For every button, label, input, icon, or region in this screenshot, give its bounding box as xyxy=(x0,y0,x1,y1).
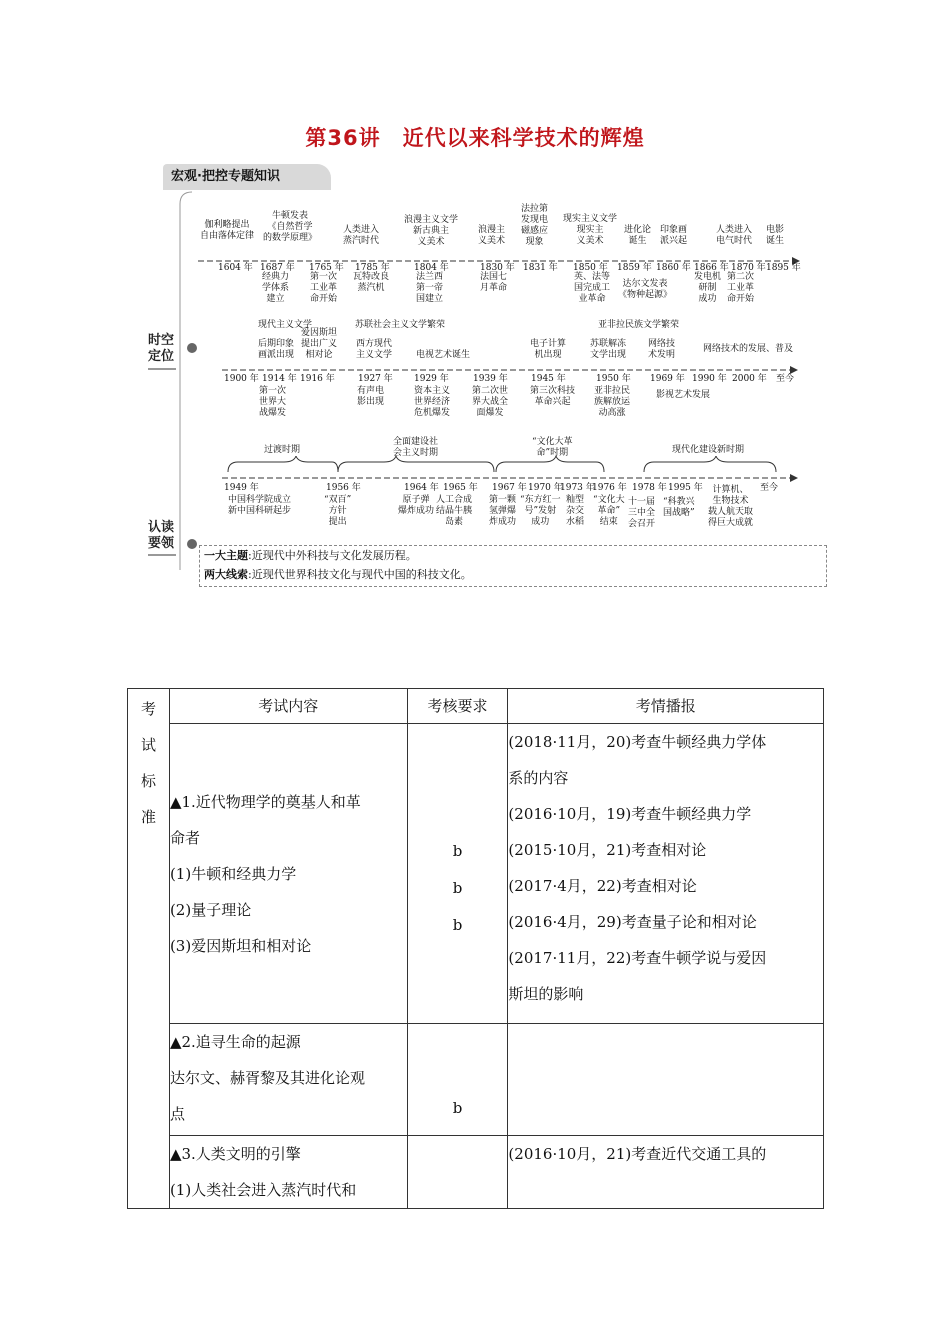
timeline1-year: 1765 年 xyxy=(309,263,344,273)
content-line: ▲3.人类文明的引擎 xyxy=(169,1145,301,1163)
timeline2-top-event: 电视艺术诞生 xyxy=(416,350,471,360)
timeline3-event: 十一届 三中全 会召开 xyxy=(628,497,656,529)
side-underline xyxy=(148,554,176,556)
summary-theme-label: 一大主题 xyxy=(204,549,248,562)
timeline1-bottom-event: 第一次 工业革 命开始 xyxy=(310,272,338,304)
timeline1-year: 1831 年 xyxy=(523,263,558,273)
news-line: (2016·10月，19)考查牛顿经典力学 xyxy=(508,805,752,823)
timeline2-bottom-event: 有声电 影出现 xyxy=(357,386,385,407)
timeline1-top-event: 伽利略提出 自由落体定律 xyxy=(200,220,255,241)
timeline1-year: 1870 年 xyxy=(731,263,766,273)
timeline2-year: 1969 年 xyxy=(650,374,685,384)
timeline2-year: 1950 年 xyxy=(596,374,631,384)
timeline3-event: “东方红一 号”发射 成功 xyxy=(520,495,561,527)
timeline3-year: 1964 年 xyxy=(404,483,439,493)
row2-requirement xyxy=(407,1024,508,1136)
timeline3-year: 1976 年 xyxy=(592,483,627,493)
timeline2-bottom-event: 亚非拉民 族解放运 动高涨 xyxy=(594,386,631,418)
row3-requirement xyxy=(407,1136,508,1209)
timeline3-event: 人工合成 结晶牛胰 岛素 xyxy=(436,495,473,527)
summary-clues-label: 两大线索 xyxy=(204,568,248,581)
news-line: (2017·4月，22)考查相对论 xyxy=(508,877,697,895)
timeline3-year: 至今 xyxy=(760,483,779,493)
content-line: ▲1.近代物理学的奠基人和革 xyxy=(169,792,361,811)
side-underline xyxy=(148,368,176,370)
timeline2-top-event: 爱因斯坦 提出广义 相对论 xyxy=(301,328,338,360)
timeline1-top-event: 印象画 派兴起 xyxy=(660,225,688,246)
news-line: (2018·11月，20)考查牛顿经典力学体 xyxy=(508,733,767,751)
row3-exam-news xyxy=(508,1136,824,1209)
timeline2-bottom-event: 第二次世 界大战全 面爆发 xyxy=(472,386,509,418)
side-label-rendu: 认读 要领 xyxy=(148,520,175,551)
timeline2-span-label: 亚非拉民族文学繁荣 xyxy=(598,320,680,330)
row3-content xyxy=(169,1136,407,1209)
timeline1-bottom-event: 第二次 工业革 命开始 xyxy=(727,272,755,304)
timeline2-year: 2000 年 xyxy=(732,374,767,384)
timeline2-year: 1990 年 xyxy=(692,374,727,384)
exam-standards-table xyxy=(127,688,824,1209)
news-line: (2016·4月，29)考查量子论和相对论 xyxy=(508,913,757,931)
timeline3-year: 1970 年 xyxy=(528,483,563,493)
timeline2-top-event: 电子计算 机出现 xyxy=(530,339,567,360)
content-line: 点 xyxy=(169,1105,185,1123)
timeline3-year: 1995 年 xyxy=(668,483,703,493)
timeline3-year: 1978 年 xyxy=(632,483,667,493)
timeline3-event: “文化大 革命” 结束 xyxy=(593,495,625,527)
news-line: (2016·10月，21)考查近代交通工具的 xyxy=(508,1145,767,1163)
timeline3-year: 1956 年 xyxy=(326,483,361,493)
content-line: ▲2.追寻生命的起源 xyxy=(169,1033,301,1051)
timeline2-year: 1916 年 xyxy=(300,374,335,384)
timeline3-event: “科教兴 国战略” xyxy=(663,497,695,518)
timeline3-event: 籼型 杂交 水稻 xyxy=(566,495,585,527)
timeline1-year: 1687 年 xyxy=(260,263,295,273)
timeline3-event: 中国科学院成立 新中国科研起步 xyxy=(228,495,292,516)
header-content: 考试内容 xyxy=(169,689,407,724)
timeline3-year: 1973 年 xyxy=(560,483,595,493)
timeline2-top-event: 苏联解冻 文学出现 xyxy=(590,339,627,360)
page-title xyxy=(0,122,950,152)
timeline1-top-event: 浪漫主义文学 新古典主 义美术 xyxy=(404,215,459,247)
timeline1-bottom-event: 经典力 学体系 建立 xyxy=(262,272,290,304)
section-badge: 宏观·把控专题知识 xyxy=(163,164,331,190)
requirement-level: b xyxy=(452,916,463,934)
timeline1-year: 1604 年 xyxy=(218,263,253,273)
timeline1-bottom-event: 法兰西 第一帝 国建立 xyxy=(416,272,444,304)
timeline2-year: 1939 年 xyxy=(473,374,508,384)
timeline2-top-event: 后期印象 画派出现 xyxy=(258,339,295,360)
header-requirement: 考核要求 xyxy=(407,689,508,724)
timeline2-year: 1900 年 xyxy=(224,374,259,384)
timeline2-year: 1929 年 xyxy=(414,374,449,384)
exam-standard-label: 考 试 标 准 xyxy=(128,689,170,1209)
news-line: (2015·10月，21)考查相对论 xyxy=(508,841,707,859)
news-line: 斯坦的影响 xyxy=(508,985,584,1003)
content-line: (1)人类社会进入蒸汽时代和 xyxy=(169,1181,357,1199)
timeline1-bottom-event: 法国七 月革命 xyxy=(480,272,508,293)
timeline2-year: 至今 xyxy=(776,374,795,384)
content-line: (2)量子理论 xyxy=(169,900,252,919)
timeline1-year: 1895 年 xyxy=(766,263,801,273)
timeline1-bottom-event: 发电机 研制 成功 xyxy=(694,272,722,304)
timeline1-year: 1804 年 xyxy=(414,263,449,273)
timeline1-year: 1866 年 xyxy=(694,263,729,273)
row2-content xyxy=(169,1024,407,1136)
timeline2-year: 1945 年 xyxy=(531,374,566,384)
timeline2-year: 1927 年 xyxy=(358,374,393,384)
timeline3-period: “文化大革 命”时期 xyxy=(532,437,573,458)
timeline3-period: 现代化建设新时期 xyxy=(672,445,745,455)
timeline1-top-event: 浪漫主 义美术 xyxy=(478,225,506,246)
row1-exam-news xyxy=(508,724,824,1024)
timeline3-event: 计算机、 生物技术 载人航天取 得巨大成就 xyxy=(708,485,754,528)
timeline2-bottom-event: 第三次科技 革命兴起 xyxy=(530,386,576,407)
timeline1-top-event: 现实主义文学 现实主 义美术 xyxy=(563,214,618,246)
timeline1-top-event: 进化论 诞生 xyxy=(624,225,652,246)
timeline3-year: 1967 年 xyxy=(492,483,527,493)
lecture-topic: 近代以来科学技术的辉煌 xyxy=(402,126,645,150)
timeline1-bottom-event: 英、法等 国完成工 业革命 xyxy=(574,272,611,304)
summary-clues-text: :近现代世界科技文化与现代中国的科技文化。 xyxy=(248,568,472,581)
summary-line-clues xyxy=(204,565,826,584)
content-line: (1)牛顿和经典力学 xyxy=(169,864,297,883)
timeline1-year: 1830 年 xyxy=(480,263,515,273)
timeline1-year: 1859 年 xyxy=(617,263,652,273)
timeline2-bottom-event: 资本主义 世界经济 危机爆发 xyxy=(414,386,451,418)
timeline2-span-label: 现代主义文学 xyxy=(258,320,313,330)
timeline2-bottom-event: 第一次 世界大 战爆发 xyxy=(259,386,287,418)
news-line: (2017·11月，22)考查牛顿学说与爱因 xyxy=(508,949,767,967)
requirement-level: b xyxy=(452,842,463,860)
side-label-shikong: 时空 定位 xyxy=(148,333,175,364)
summary-theme-text: :近现代中外科技与文化发展历程。 xyxy=(248,549,417,562)
timeline3-period: 过渡时期 xyxy=(264,445,301,455)
table-row xyxy=(128,724,824,1024)
requirement-level: b xyxy=(452,1099,463,1117)
content-line: (3)爱因斯坦和相对论 xyxy=(169,936,312,955)
requirement-level: b xyxy=(452,879,463,897)
lecture-number: 第36讲 xyxy=(305,126,381,150)
timeline1-year: 1850 年 xyxy=(573,263,608,273)
timeline2-top-event: 网络技 术发明 xyxy=(648,339,676,360)
timeline2-top-event: 网络技术的发展、普及 xyxy=(703,344,794,354)
table-row xyxy=(128,1024,824,1136)
header-exam-news: 考情播报 xyxy=(508,689,824,724)
timeline1-top-event: 人类进入 蒸汽时代 xyxy=(343,225,380,246)
content-line: 命者 xyxy=(169,828,200,847)
timeline1-top-event: 电影 诞生 xyxy=(766,225,785,246)
timeline3-event: 原子弹 爆炸成功 xyxy=(398,495,435,516)
timeline3-period: 全面建设社 会主义时期 xyxy=(393,437,439,458)
summary-box xyxy=(199,545,827,587)
news-line: 系的内容 xyxy=(508,769,569,787)
timeline3-year: 1949 年 xyxy=(224,483,259,493)
summary-line-theme xyxy=(204,546,826,565)
row1-content xyxy=(169,724,407,1024)
row2-exam-news xyxy=(508,1024,824,1136)
timeline1-bottom-event: 瓦特改良 蒸汽机 xyxy=(353,272,390,293)
table-row xyxy=(128,1136,824,1209)
timeline2-bottom-event: 影视艺术发展 xyxy=(656,390,711,400)
timeline1-top-event: 牛顿发表 《自然哲学 的数学原理》 xyxy=(263,211,318,243)
timeline1-bottom-event: 达尔文发表 《物种起源》 xyxy=(618,279,673,300)
timeline1-top-event: 人类进入 电气时代 xyxy=(716,225,753,246)
timeline1-year: 1785 年 xyxy=(355,263,390,273)
timeline2-top-event: 西方现代 主义文学 xyxy=(356,339,393,360)
timeline1-year: 1860 年 xyxy=(656,263,691,273)
timeline3-event: 第一颗 氢弹爆 炸成功 xyxy=(489,495,517,527)
timeline2-year: 1914 年 xyxy=(262,374,297,384)
row1-requirement xyxy=(407,724,508,1024)
timeline3-event: “双百” 方针 提出 xyxy=(324,495,352,527)
timeline1-top-event: 法拉第 发现电 磁感应 现象 xyxy=(521,204,549,247)
content-line: 达尔文、赫胥黎及其进化论观 xyxy=(169,1069,365,1087)
timeline3-year: 1965 年 xyxy=(443,483,478,493)
table-header-row xyxy=(128,689,824,724)
timeline2-span-label: 苏联社会主义文学繁荣 xyxy=(355,320,446,330)
